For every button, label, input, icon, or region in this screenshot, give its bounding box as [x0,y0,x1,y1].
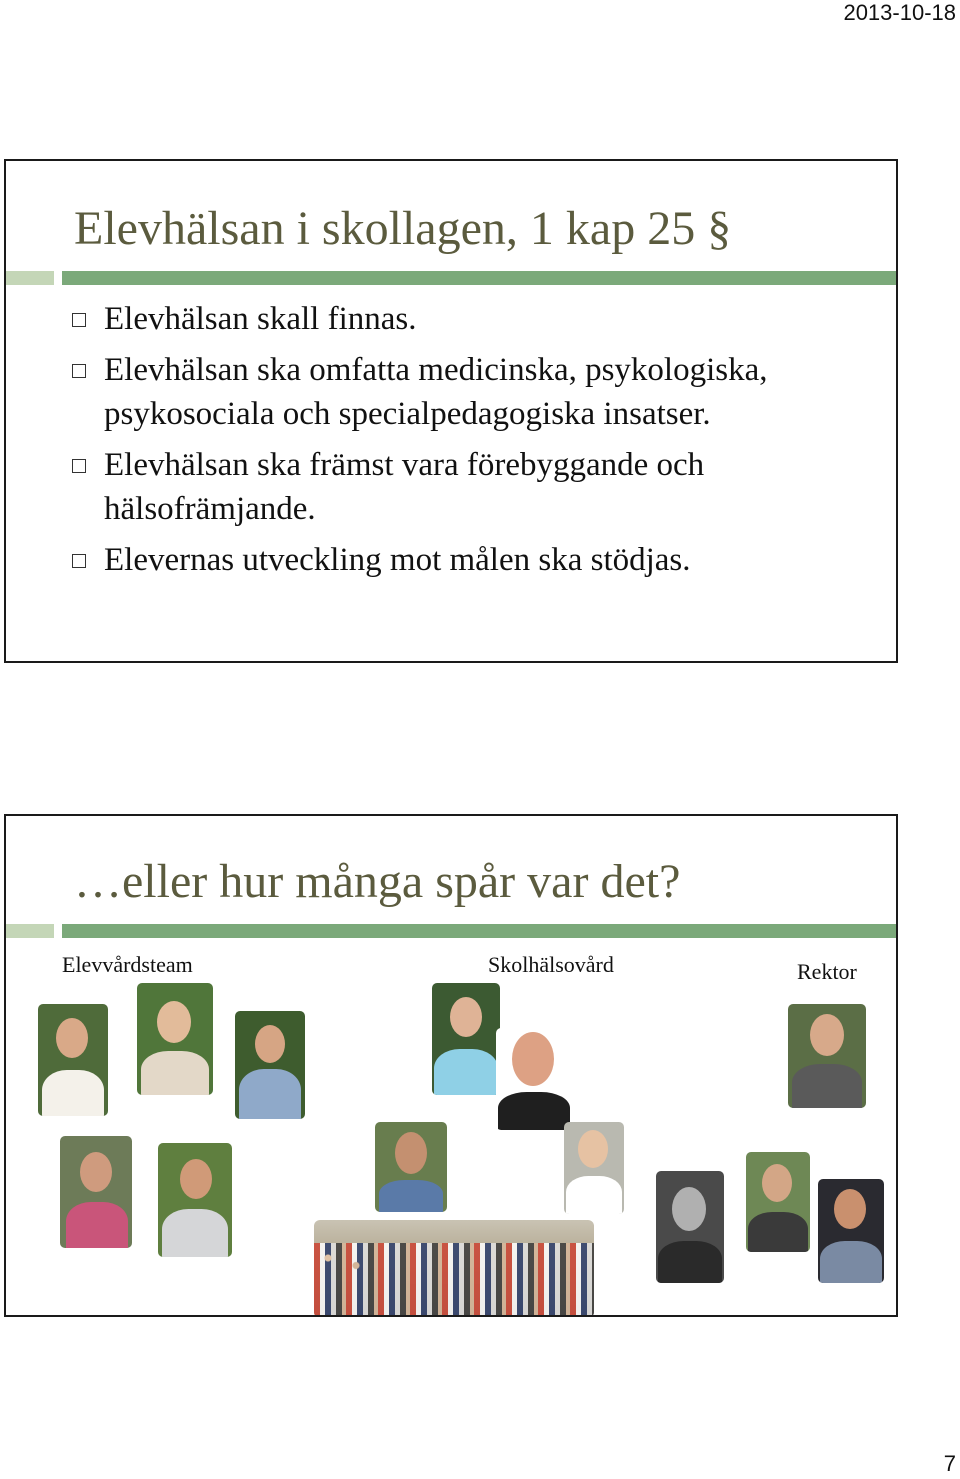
portrait-photo [38,1004,108,1116]
slide-title: Elevhälsan i skollagen, 1 kap 25 § [74,202,732,255]
bullet-item: Elevhälsan ska omfatta medicinska, psykologiska, psykosociala och specialpedagogiska insatser. [72,348,872,436]
portrait-photo [375,1122,447,1212]
portrait-photo [60,1136,132,1248]
portrait-photo [564,1122,624,1214]
slide-title: …eller hur många spår var det? [74,855,681,908]
bullet-item: Elevhälsan skall finnas. [72,297,872,341]
group-photo [314,1220,594,1317]
label-rektor: Rektor [797,959,857,984]
date-header: 2013-10-18 [843,0,956,25]
title-underline-bar [6,271,896,285]
square-bullet-icon [72,554,86,568]
label-elevvardsteam: Elevvårdsteam [62,952,193,977]
label-skolhalsovard: Skolhälsovård [488,952,614,977]
bullet-item: Elevhälsan ska främst vara förebyggande och hälsofrämjande. [72,443,872,531]
bullet-list [72,297,872,589]
portrait-photo [746,1152,810,1252]
portrait-photo [137,983,213,1095]
page-number: 7 [943,1451,956,1476]
portrait-photo [158,1143,232,1257]
portrait-photo [818,1179,884,1283]
portrait-photo [432,983,500,1095]
portrait-photo [788,1004,866,1108]
square-bullet-icon [72,459,86,473]
title-underline-bar [6,924,896,938]
portrait-photo [496,1028,572,1130]
portrait-photo [235,1011,305,1119]
square-bullet-icon [72,364,86,378]
square-bullet-icon [72,313,86,327]
portrait-photo [656,1171,724,1283]
bullet-item: Elevernas utveckling mot målen ska stödjas. [72,538,872,582]
slide-skollagen [4,159,898,663]
slide-tracks [4,814,898,1317]
